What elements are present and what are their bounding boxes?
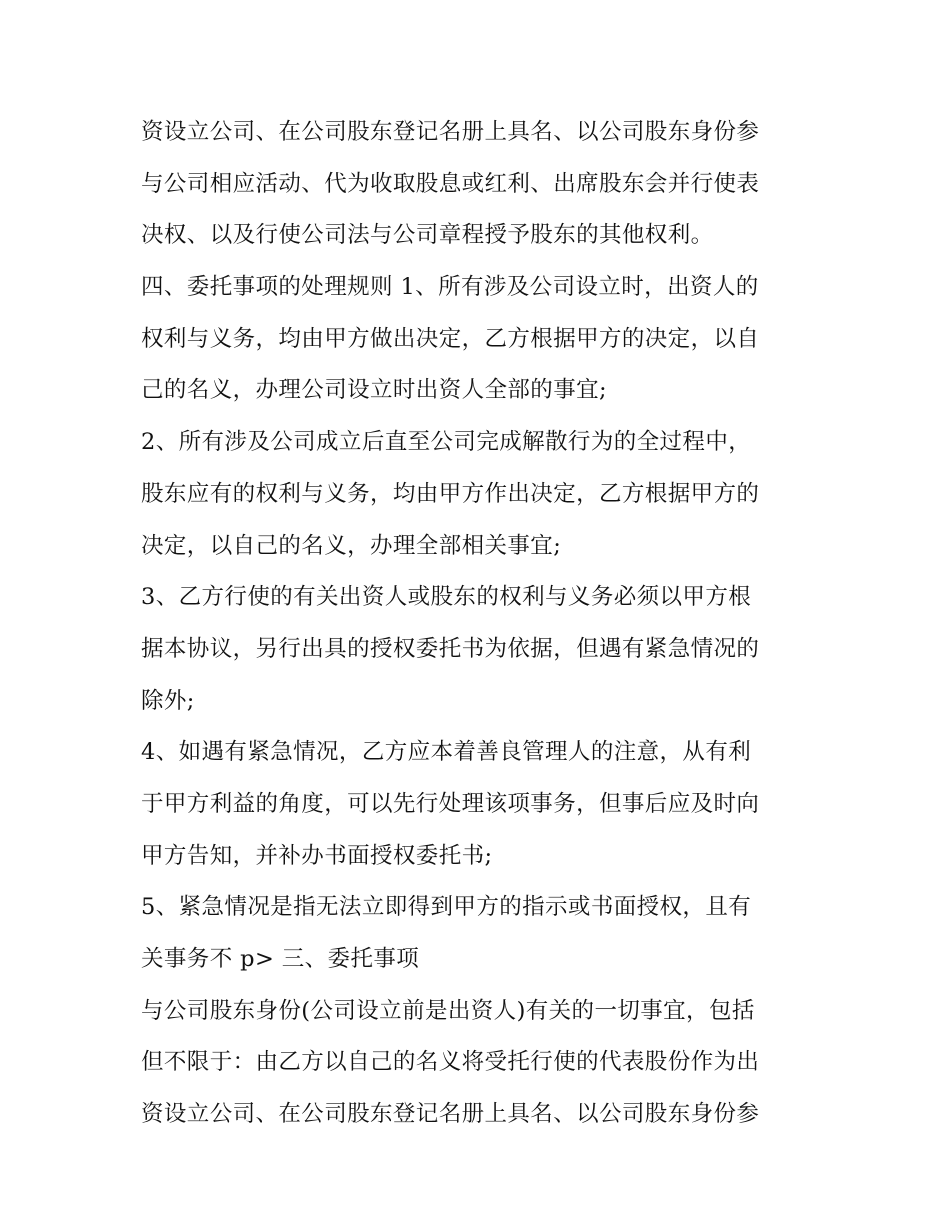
text-line: 甲方告知，并补办书面授权委托书; [141, 842, 493, 869]
document-body [141, 107, 831, 1141]
text-line: 股东应有的权利与义务，均由甲方作出决定，乙方根据甲方的 [141, 480, 760, 507]
text-line: 资设立公司、在公司股东登记名册上具名、以公司股东身份参 [141, 119, 760, 145]
text-line: 4、如遇有紧急情况，乙方应本着善良管理人的注意，从有利 [141, 739, 752, 766]
text-line: 除外; [141, 687, 195, 714]
text-line: 决定，以自己的名义，办理全部相关事宜; [141, 532, 562, 559]
text-line: 但不限于：由乙方以自己的名义将受托行使的代表股份作为出 [141, 1049, 760, 1076]
text-line: 2、所有涉及公司成立后直至公司完成解散行为的全过程中， [141, 429, 752, 456]
text-line: 5、紧急情况是指无法立即得到甲方的指示或书面授权，且有 [141, 894, 752, 921]
text-line: 与公司股东身份(公司设立前是出资人)有关的一切事宜，包括 [141, 997, 755, 1024]
text-line: 权利与义务，均由甲方做出决定，乙方根据甲方的决定，以自 [141, 325, 760, 352]
text-line: 与公司相应活动、代为收取股息或红利、出席股东会并行使表 [141, 170, 760, 197]
text-line: 资设立公司、在公司股东登记名册上具名、以公司股东身份参 [141, 1101, 760, 1128]
text-line: 3、乙方行使的有关出资人或股东的权利与义务必须以甲方根 [141, 584, 752, 611]
text-line: 四、委托事项的处理规则 1、所有涉及公司设立时，出资人的 [141, 274, 759, 301]
text-line: 决权、以及行使公司法与公司章程授予股东的其他权利。 [141, 222, 714, 249]
text-line: 于甲方利益的角度，可以先行处理该项事务，但事后应及时向 [141, 790, 760, 817]
text-line: 己的名义，办理公司设立时出资人全部的事宜; [141, 377, 607, 404]
text-line: 关事务不 p> 三、委托事项 [141, 946, 420, 972]
text-line: 据本协议，另行出具的授权委托书为依据，但遇有紧急情况的 [141, 635, 760, 662]
